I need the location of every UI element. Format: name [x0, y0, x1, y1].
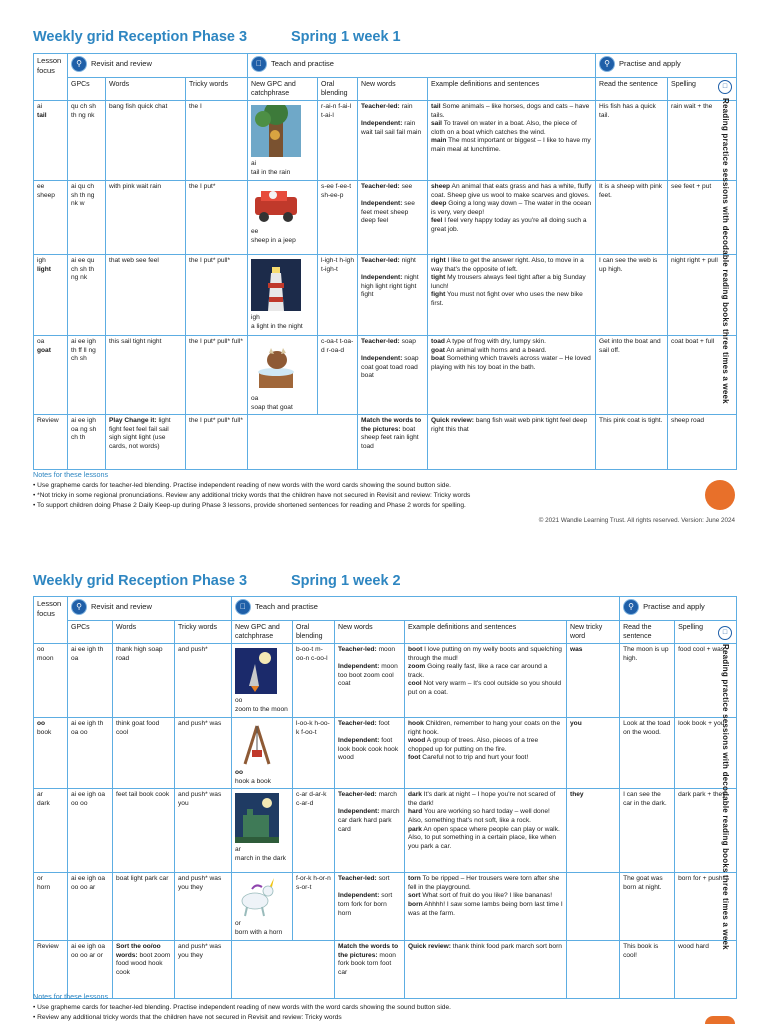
week1-week-label: Spring 1 week 1	[291, 29, 401, 45]
focus-grapheme: ar	[37, 791, 43, 799]
focus-grapheme: ee	[37, 183, 45, 191]
examples-cell: hook Children, remember to hang your coats on the right hook. wood A group of trees. Also, pieces of a tree chopped up for putting on the fire. foot Careful not to trip and hurt your foot!	[405, 718, 567, 789]
catchphrase: soap that goat	[251, 403, 293, 411]
empty-cell	[232, 941, 335, 999]
oral-cell: s-ee f-ee-t sh-ee-p	[318, 181, 358, 255]
words-cell: this sail tight night	[106, 336, 186, 415]
gpcs-cell: ai ee qu ch sh th ng nk	[68, 255, 106, 336]
catchphrase: born with a horn	[235, 928, 283, 936]
search-icon: ⚲	[623, 599, 639, 615]
quick-review-cell: Quick review: bang fish wait web pink tight feel deep right this that	[428, 415, 596, 470]
words-cell: think goat food cool	[113, 718, 175, 789]
gpc-cell	[232, 789, 293, 873]
notes-heading: Notes for these lessons	[33, 992, 109, 1001]
new-words-cell: Teacher-led: see Independent: see feet meet sheep deep feel	[358, 181, 428, 255]
read-cell: The moon is up high.	[620, 644, 675, 718]
new-words-header: New words	[358, 78, 428, 101]
tricky-cell: the I put* pull*	[186, 255, 248, 336]
table-row	[34, 718, 737, 789]
focus-word: moon	[37, 654, 54, 662]
catchphrase: hook a book	[235, 777, 271, 785]
review-label: Review	[34, 941, 68, 999]
tricky-cell: and push* was you they	[175, 941, 232, 999]
new-words-header: New words	[335, 621, 405, 644]
snail-tree-illustration	[251, 105, 301, 157]
examples-cell: tail Some animals – like horses, dogs and cats – have tails. sail To travel on water in a boat. Also, the piece of cloth on a boat which catches the wind. main The most important or biggest – I like to have my main meal at lunchtime.	[428, 101, 596, 181]
spelling-cell: look book + you	[675, 718, 737, 789]
new-gpc-header: New GPC and catchphrase	[248, 78, 318, 101]
examples-cell: boot I love putting on my welly boots and squelching through the mud! zoom Going really fast, like a race car around a track. cool Not very warm – It's cool outside so you should put on a coat.	[405, 644, 567, 718]
focus-grapheme: oo	[37, 720, 46, 728]
spelling-cell: wood hard	[675, 941, 737, 999]
new-words-cell: Teacher-led: sort Independent: sort torn fork for born horn	[335, 873, 405, 941]
gpc-label: or	[235, 920, 241, 928]
focus-grapheme: oo	[37, 646, 45, 654]
review-row	[34, 941, 737, 999]
search-icon: ⚲	[599, 56, 615, 72]
words-header: Words	[106, 78, 186, 101]
book-icon: □	[718, 626, 732, 640]
tricky-cell: and push* was	[175, 718, 232, 789]
lesson-focus-header: Lesson focus	[34, 54, 68, 101]
search-icon: ⚲	[71, 56, 87, 72]
new-words-cell: Teacher-led: rain Independent: rain wait tail sail fail main	[358, 101, 428, 181]
catchphrase: march in the dark	[235, 854, 286, 862]
week1-notes	[33, 470, 733, 510]
spelling-cell: coat boat + full	[668, 336, 737, 415]
gpc-label: ar	[235, 846, 241, 854]
words-cell: boat light park car	[113, 873, 175, 941]
focus-grapheme: ai	[37, 103, 43, 111]
gpcs-cell: ai ee igh oa oo oo ar	[68, 873, 113, 941]
gpc-label: oo	[235, 769, 244, 777]
focus-word: horn	[37, 883, 51, 891]
apple-icon	[235, 599, 251, 615]
gpc-cell	[248, 181, 318, 255]
words-cell: thank high soap road	[113, 644, 175, 718]
oral-cell: l-igh-t h-igh t-igh-t	[318, 255, 358, 336]
tricky-header: Tricky words	[186, 78, 248, 101]
tricky-cell: and push* was you	[175, 789, 232, 873]
tricky-cell: the I put* pull* full*	[186, 415, 248, 470]
oral-cell: l-oo-k h-oo-k f-oo-t	[293, 718, 335, 789]
revisit-header: ⚲ Revisit and review	[68, 597, 232, 621]
new-tricky-cell	[567, 873, 620, 941]
sheep-jeep-illustration	[251, 185, 301, 225]
read-cell: The goat was born at night.	[620, 873, 675, 941]
notes-heading: Notes for these lessons	[33, 470, 109, 479]
table-row	[34, 789, 737, 873]
note-item: • To support children doing Phase 2 Daily Keep-up during Phase 3 lessons, provide shortened sentences for reading and Phase 2 words for spelling.	[33, 501, 733, 511]
focus-word: book	[37, 728, 52, 736]
gpc-label: ai	[251, 160, 257, 168]
read-cell: I can see the car in the dark.	[620, 789, 675, 873]
spelling-cell: sheep road	[668, 415, 737, 470]
new-tricky-cell: they	[567, 789, 620, 873]
gpcs-cell: qu ch sh th ng nk	[68, 101, 106, 181]
week1-title: Weekly grid Reception Phase 3	[33, 29, 248, 45]
table-row	[34, 336, 737, 415]
week1-title-row	[33, 28, 401, 48]
spelling-cell: born for + push*	[675, 873, 737, 941]
focus-grapheme: igh	[37, 257, 46, 265]
week2-title-row	[33, 572, 401, 592]
teach-header: Teach and practise	[232, 597, 620, 621]
focus-grapheme: oa	[37, 338, 45, 346]
oral-cell: f-or-k h-or-n s-or-t	[293, 873, 335, 941]
week1-side-banner	[716, 80, 734, 404]
new-tricky-cell: was	[567, 644, 620, 718]
examples-header: Example definitions and sentences	[405, 621, 567, 644]
words-cell: with pink wait rain	[106, 181, 186, 255]
review-row	[34, 415, 737, 470]
revisit-header: ⚲ Revisit and review	[68, 54, 248, 78]
catchphrase: tail in the rain	[251, 168, 291, 176]
read-cell: It is a sheep with pink feet.	[596, 181, 668, 255]
words-cell: Sort the oo/oo words: boot zoom food wood hook cook	[113, 941, 175, 999]
week1-grid	[33, 53, 737, 470]
gpc-cell	[248, 255, 318, 336]
read-header: Read the sentence	[620, 621, 675, 644]
words-cell: feet tail book cook	[113, 789, 175, 873]
examples-cell: toad A type of frog with dry, lumpy skin. goat An animal with horns and a beard. boat Something which travels across water – He loved playing with his toy boat in the bath.	[428, 336, 596, 415]
spelling-cell: food cool + was	[675, 644, 737, 718]
read-cell: This book is cool!	[620, 941, 675, 999]
focus-word: goat	[37, 346, 51, 354]
gpcs-cell: ai ee igh oa oo oo ar or	[68, 941, 113, 999]
table-row	[34, 101, 737, 181]
match-cell: Match the words to the pictures: moon fork book torn foot car	[335, 941, 405, 999]
table-row	[34, 181, 737, 255]
teach-header: Teach and practise	[248, 54, 596, 78]
gpcs-cell: ai ee igh oa oo oo	[68, 789, 113, 873]
new-words-cell: Teacher-led: march Independent: march car dark hard park card	[335, 789, 405, 873]
table-row	[34, 255, 737, 336]
apply-header: ⚲ Practise and apply	[620, 597, 737, 621]
spelling-cell: rain wait + the	[668, 101, 737, 181]
spelling-header: Spelling	[668, 78, 737, 101]
gpc-cell	[232, 718, 293, 789]
castle-night-illustration	[235, 793, 279, 843]
focus-grapheme: or	[37, 875, 43, 883]
words-cell: bang fish quick chat	[106, 101, 186, 181]
spelling-cell: see feet + put	[668, 181, 737, 255]
oral-cell: c-oa-t t-oa-d r-oa-d	[318, 336, 358, 415]
catchphrase: sheep in a jeep	[251, 236, 296, 244]
lesson-focus-header: Lesson focus	[34, 597, 68, 644]
gpc-cell	[232, 873, 293, 941]
gpcs-cell: ai ee igh th ff ll ng ch sh	[68, 336, 106, 415]
oral-header: Oral blending	[293, 621, 335, 644]
table-row	[34, 873, 737, 941]
focus-word: sheep	[37, 191, 55, 199]
side-text: Reading practice sessions with decodable reading books three times a week	[721, 644, 731, 950]
review-label: Review	[34, 415, 68, 470]
note-item: • Use grapheme cards for teacher-led blending. Practise independent reading of new words with the word cards showing the sound button side.	[33, 481, 733, 491]
copyright: © 2021 Wandle Learning Trust. All rights reserved. Version: June 2024	[538, 517, 735, 524]
quick-review-cell: Quick review: thank think food park march sort born	[405, 941, 567, 999]
empty-cell	[248, 415, 358, 470]
side-text: Reading practice sessions with decodable reading books three times a week	[721, 98, 731, 404]
note-item: • Review any additional tricky words that the children have not secured in Revisit and review: Tricky words	[33, 1013, 733, 1023]
empty-cell	[567, 941, 620, 999]
tricky-cell: the I put*	[186, 181, 248, 255]
read-cell: Get into the boat and sail off.	[596, 336, 668, 415]
week2-title: Weekly grid Reception Phase 3	[33, 573, 248, 589]
gpc-label: ee	[251, 228, 259, 236]
gpcs-cell: ai ee igh th oa oo	[68, 718, 113, 789]
read-cell: This pink coat is tight.	[596, 415, 668, 470]
lighthouse-illustration	[251, 259, 301, 311]
focus-word: tail	[37, 111, 47, 119]
examples-cell: sheep An animal that eats grass and has a white, fluffy coat. Sheep give us wool to make scarves and gloves. deep Going a long way down – The water in the ocean is very, very deep! feel I feel very happy today as you're all doing such a great job.	[428, 181, 596, 255]
words-cell: that web see feel	[106, 255, 186, 336]
apple-icon	[251, 56, 267, 72]
book-icon: □	[718, 80, 732, 94]
new-words-cell: Teacher-led: soap Independent: soap coat goat toad road boat	[358, 336, 428, 415]
spelling-cell: night right + pull	[668, 255, 737, 336]
wandle-logo	[705, 480, 735, 510]
week2-week-label: Spring 1 week 2	[291, 573, 401, 589]
goat-tub-illustration	[251, 340, 301, 392]
tricky-cell: and push* was you they	[175, 873, 232, 941]
catchphrase: a light in the night	[251, 322, 303, 330]
crane-book-illustration	[235, 722, 277, 766]
examples-cell: right I like to get the answer right. Also, to move in a way that's the opposite of left. tight My trousers always feel tight after a big Sunday lunch! fight You must not fight over who uses the new bike first.	[428, 255, 596, 336]
new-words-cell: Teacher-led: night Independent: night high light right tight fight	[358, 255, 428, 336]
gpcs-cell: ai ee igh oa ng sh ch th	[68, 415, 106, 470]
words-cell: Play Change it: light fight feet feel fail sail sigh sight light (use cards, not words)	[106, 415, 186, 470]
new-words-cell: Teacher-led: foot Independent: foot look book cook hook wood	[335, 718, 405, 789]
gpc-cell	[232, 644, 293, 718]
gpc-label: oa	[251, 395, 259, 403]
new-tricky-cell: you	[567, 718, 620, 789]
gpcs-header: GPCs	[68, 78, 106, 101]
gpcs-header: GPCs	[68, 621, 113, 644]
new-words-cell: Teacher-led: moon Independent: moon too boot zoom cool coat	[335, 644, 405, 718]
gpc-label: igh	[251, 314, 260, 322]
rocket-moon-illustration	[235, 648, 277, 694]
oral-cell: r-ai-n f-ai-l t-ai-l	[318, 101, 358, 181]
tricky-cell: the I	[186, 101, 248, 181]
wandle-logo	[705, 1016, 735, 1024]
words-header: Words	[113, 621, 175, 644]
week2-grid	[33, 596, 737, 999]
gpc-cell	[248, 336, 318, 415]
gpcs-cell: ai ee igh th oa	[68, 644, 113, 718]
tricky-header: Tricky words	[175, 621, 232, 644]
read-header: Read the sentence	[596, 78, 668, 101]
new-tricky-header: New tricky word	[567, 621, 620, 644]
search-icon: ⚲	[71, 599, 87, 615]
oral-cell: b-oo-t m-oo-n c-oo-l	[293, 644, 335, 718]
tricky-cell: the I put* pull* full*	[186, 336, 248, 415]
spelling-header: Spelling	[675, 621, 737, 644]
read-cell: Look at the toad on the wood.	[620, 718, 675, 789]
examples-cell: dark It's dark at night – I hope you're not scared of the dark! hard You are working so hard today – well done! Also, something that's not soft, like a rock. park An open space where people can play or walk. Also, to put something in a certain place, like when you park a car.	[405, 789, 567, 873]
focus-word: dark	[37, 799, 50, 807]
table-row	[34, 644, 737, 718]
tricky-cell: and push*	[175, 644, 232, 718]
note-item: • Use grapheme cards for teacher-led blending. Practise independent reading of new words with the word cards showing the sound button side.	[33, 1003, 733, 1013]
gpcs-cell: ai qu ch sh th ng nk w	[68, 181, 106, 255]
read-cell: His fish has a quick tail.	[596, 101, 668, 181]
unicorn-illustration	[235, 877, 279, 917]
examples-cell: torn To be ripped – Her trousers were torn after she fell in the playground. sort What sort of fruit do you like? I like bananas! born Ahhhh! I saw some lambs being born last time I was at the farm.	[405, 873, 567, 941]
week2-page	[0, 540, 768, 1024]
week2-notes	[33, 992, 733, 1023]
match-cell: Match the words to the pictures: boat sheep feet rain light toad	[358, 415, 428, 470]
spelling-cell: dark park + they	[675, 789, 737, 873]
gpc-label: oo	[235, 697, 243, 705]
examples-header: Example definitions and sentences	[428, 78, 596, 101]
new-gpc-header: New GPC and catchphrase	[232, 621, 293, 644]
read-cell: I can see the web is up high.	[596, 255, 668, 336]
oral-header: Oral blending	[318, 78, 358, 101]
focus-word: light	[37, 265, 51, 273]
oral-cell: c-ar d-ar-k c-ar-d	[293, 789, 335, 873]
apply-header: ⚲ Practise and apply	[596, 54, 737, 78]
note-item: • *Not tricky in some regional pronunciations. Review any additional tricky words that the children have not secured in Revisit and review: Tricky words	[33, 491, 733, 501]
gpc-cell	[248, 101, 318, 181]
catchphrase: zoom to the moon	[235, 705, 288, 713]
week2-side-banner	[716, 626, 734, 950]
